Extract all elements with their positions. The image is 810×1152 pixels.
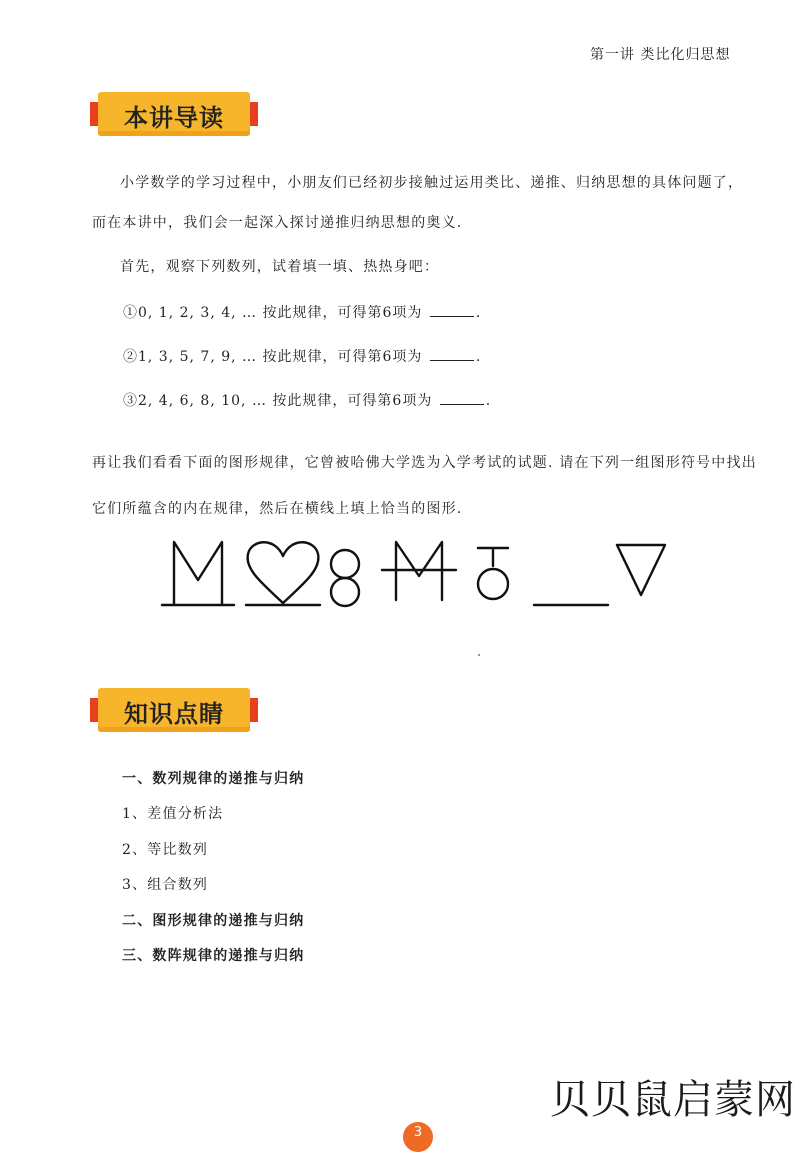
item-marker: ① — [123, 305, 138, 321]
sequence-item — [123, 346, 481, 366]
knowledge-point: 二、图形规律的递推与归纳 — [122, 913, 305, 929]
figure-intro-paragraph: 再让我们看看下面的图形规律，它曾被哈佛大学选为入学考试的试题. 请在下列一组图形符号中找出它们所蕴含的内在规律，然后在横线上填上恰当的图形. — [92, 455, 757, 517]
figure-heart-mirror — [246, 542, 320, 605]
figure-eight-mirror — [331, 550, 359, 606]
section-title: 知识点睛 — [124, 700, 224, 728]
sequence-rule: 按此规律，可得第6项为 — [262, 305, 423, 321]
figure-circle-t — [478, 548, 508, 599]
item-marker: ③ — [123, 393, 138, 409]
figure-m-mirror — [162, 542, 234, 605]
running-header: 第一讲 类比化归思想 — [590, 47, 731, 63]
knowledge-point: 3、组合数列 — [122, 877, 209, 893]
sequence-rule: 按此规律，可得第6项为 — [272, 393, 433, 409]
intro-paragraph: 小学数学的学习过程中，小朋友们已经初步接触过运用类比、递推、归纳思想的具体问题了，而在本讲中，我们会一起深入探讨递推归纳思想的奥义. — [92, 175, 744, 231]
knowledge-point: 1、差值分析法 — [122, 806, 224, 822]
warmup-text: 首先，观察下列数列，试着填一填、热热身吧： — [120, 259, 440, 275]
page-number: 3 — [403, 1122, 433, 1152]
sequence-rule: 按此规律，可得第6项为 — [262, 349, 423, 365]
item-marker: ② — [123, 349, 138, 365]
watermark: 贝贝鼠启蒙网 — [550, 1077, 796, 1123]
knowledge-point: 三、数阵规律的递推与归纳 — [122, 948, 305, 964]
figure-sequence — [150, 530, 680, 620]
answer-blank[interactable] — [430, 348, 474, 361]
answer-blank[interactable] — [430, 304, 474, 317]
section-title: 本讲导读 — [124, 104, 224, 132]
section-banner-knowledge — [90, 688, 258, 732]
knowledge-point: 2、等比数列 — [122, 842, 209, 858]
figure-m-cross — [382, 542, 456, 600]
sequence-terms: 0, 1, 2, 3, 4, … — [138, 305, 258, 321]
sequence-end: . — [475, 349, 482, 365]
knowledge-point: 一、数列规律的递推与归纳 — [122, 771, 305, 787]
print-speck — [478, 654, 480, 656]
sequence-terms: 2, 4, 6, 8, 10, … — [138, 393, 267, 409]
sequence-item — [123, 390, 491, 410]
sequence-item — [123, 302, 481, 322]
section-banner-guide — [90, 92, 258, 136]
answer-blank[interactable] — [440, 392, 484, 405]
sequence-terms: 1, 3, 5, 7, 9, … — [138, 349, 258, 365]
figure-triangle — [617, 545, 665, 595]
sequence-end: . — [485, 393, 492, 409]
sequence-end: . — [475, 305, 482, 321]
